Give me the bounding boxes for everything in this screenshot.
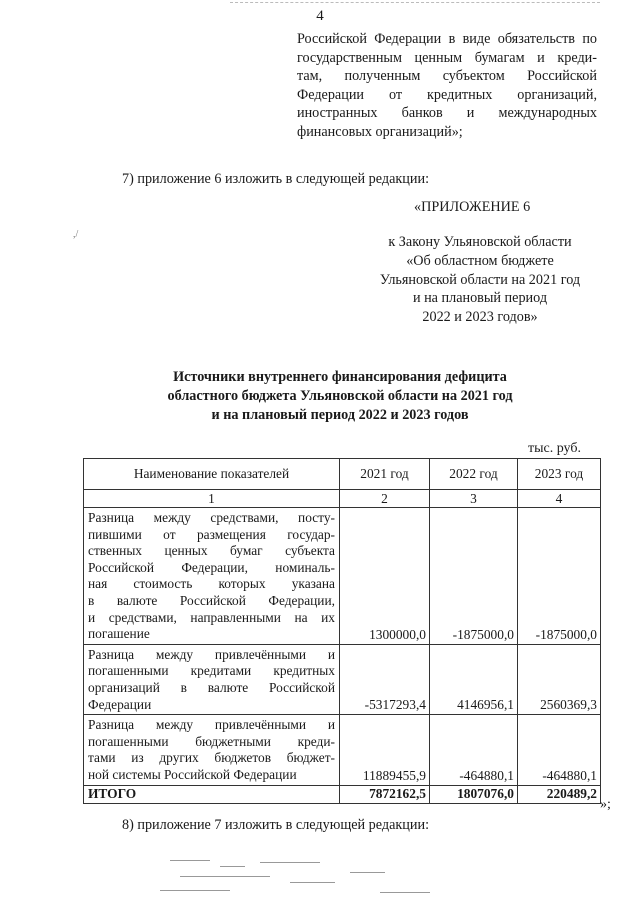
basis-line: Ульяновской области на 2021 год: [379, 271, 581, 288]
text-line: финансовых организаций»;: [297, 123, 463, 140]
table-row: [84, 644, 601, 714]
table-title: [80, 368, 600, 425]
total-label: ИТОГО: [84, 785, 340, 803]
total-2022: 1807076,0: [430, 785, 518, 803]
basis-line: «Об областном бюджете: [406, 252, 554, 269]
value-2021: 1300000,0: [340, 508, 430, 645]
row-name-line: Разница между привлечёнными и: [88, 646, 335, 662]
value-2022: 4146956,1: [430, 644, 518, 714]
row-name-line: Федерации: [88, 696, 152, 712]
table-row: [84, 508, 601, 645]
row-name-line: пившими от размещения государ-: [88, 526, 335, 542]
column-number-row: [84, 490, 601, 508]
header-2022: 2022 год: [430, 459, 518, 490]
row-name: [84, 715, 340, 785]
row-name-line: ной системы Российской Федерации: [88, 766, 297, 782]
value-2023: -1875000,0: [518, 508, 601, 645]
row-name-line: и средствами, направленными на их: [88, 609, 335, 625]
row-name-line: погашенными кредитами кредитных: [88, 663, 335, 679]
row-name-line: Российской Федерации, номиналь-: [88, 559, 335, 575]
row-name-line: ственных ценных бумаг субъекта: [88, 543, 335, 559]
page-number: 4: [316, 8, 324, 24]
title-line: областного бюджета Ульяновской области на 2021 год: [167, 388, 513, 404]
value-2022: -1875000,0: [430, 508, 518, 645]
title-line: Источники внутреннего финансирования дефицита: [173, 369, 507, 385]
table-closing-quote: »;: [600, 797, 611, 812]
row-name-line: ная стоимость которых указана: [88, 576, 335, 592]
row-name-line: погашенными бюджетными креди-: [88, 733, 335, 749]
column-number: 1: [84, 490, 340, 508]
column-number: 3: [430, 490, 518, 508]
row-name-line: Разница между привлечёнными и: [88, 717, 335, 733]
basis-line: 2022 и 2023 годов»: [422, 309, 538, 326]
row-name-line: погашение: [88, 626, 150, 642]
total-2021: 7872162,5: [340, 785, 430, 803]
continuation-text: [297, 30, 597, 142]
appendix-heading: «ПРИЛОЖЕНИЕ 6: [414, 199, 531, 215]
table-header-row: [84, 459, 601, 490]
total-row: [84, 785, 601, 803]
row-name-line: тами из других бюджетов бюджет-: [88, 750, 335, 766]
total-2023: 220489,2: [518, 785, 601, 803]
units-label: тыс. руб.: [528, 441, 581, 456]
scan-mark: ,/: [73, 229, 79, 240]
scan-artifact-top: [230, 2, 600, 5]
item-7-paragraph: 7) приложение 6 изложить в следующей редакции:: [122, 171, 430, 187]
header-name: Наименование показателей: [84, 459, 340, 490]
column-number: 4: [518, 490, 601, 508]
item-8-paragraph: 8) приложение 7 изложить в следующей редакции:: [122, 817, 430, 833]
appendix-basis: [330, 233, 630, 327]
value-2023: 2560369,3: [518, 644, 601, 714]
table-row: [84, 715, 601, 785]
financing-table: [83, 458, 601, 804]
text-line: иностранных банков и международных: [297, 105, 597, 122]
row-name-line: организаций в валюте Российской: [88, 679, 335, 695]
value-2022: -464880,1: [430, 715, 518, 785]
text-line: государственным ценным бумагам и креди-: [297, 49, 597, 66]
title-line: и на плановый период 2022 и 2023 годов: [211, 407, 469, 423]
basis-line: к Закону Ульяновской области: [388, 234, 572, 250]
value-2023: -464880,1: [518, 715, 601, 785]
text-line: там, полученным субъектом Российской: [297, 68, 597, 85]
row-name-line: Разница между средствами, посту-: [88, 510, 335, 525]
column-number: 2: [340, 490, 430, 508]
row-name-line: в валюте Российской Федерации,: [88, 592, 335, 608]
header-2023: 2023 год: [518, 459, 601, 490]
header-2021: 2021 год: [340, 459, 430, 490]
text-line: Российской Федерации в виде обязательств по: [297, 31, 597, 47]
value-2021: -5317293,4: [340, 644, 430, 714]
row-name: [84, 644, 340, 714]
row-name: [84, 508, 340, 645]
text-line: Федерации от кредитных организаций,: [297, 86, 597, 103]
scan-artifact-bottom: [150, 852, 450, 902]
basis-line: и на плановый период: [412, 290, 548, 307]
value-2021: 11889455,9: [340, 715, 430, 785]
